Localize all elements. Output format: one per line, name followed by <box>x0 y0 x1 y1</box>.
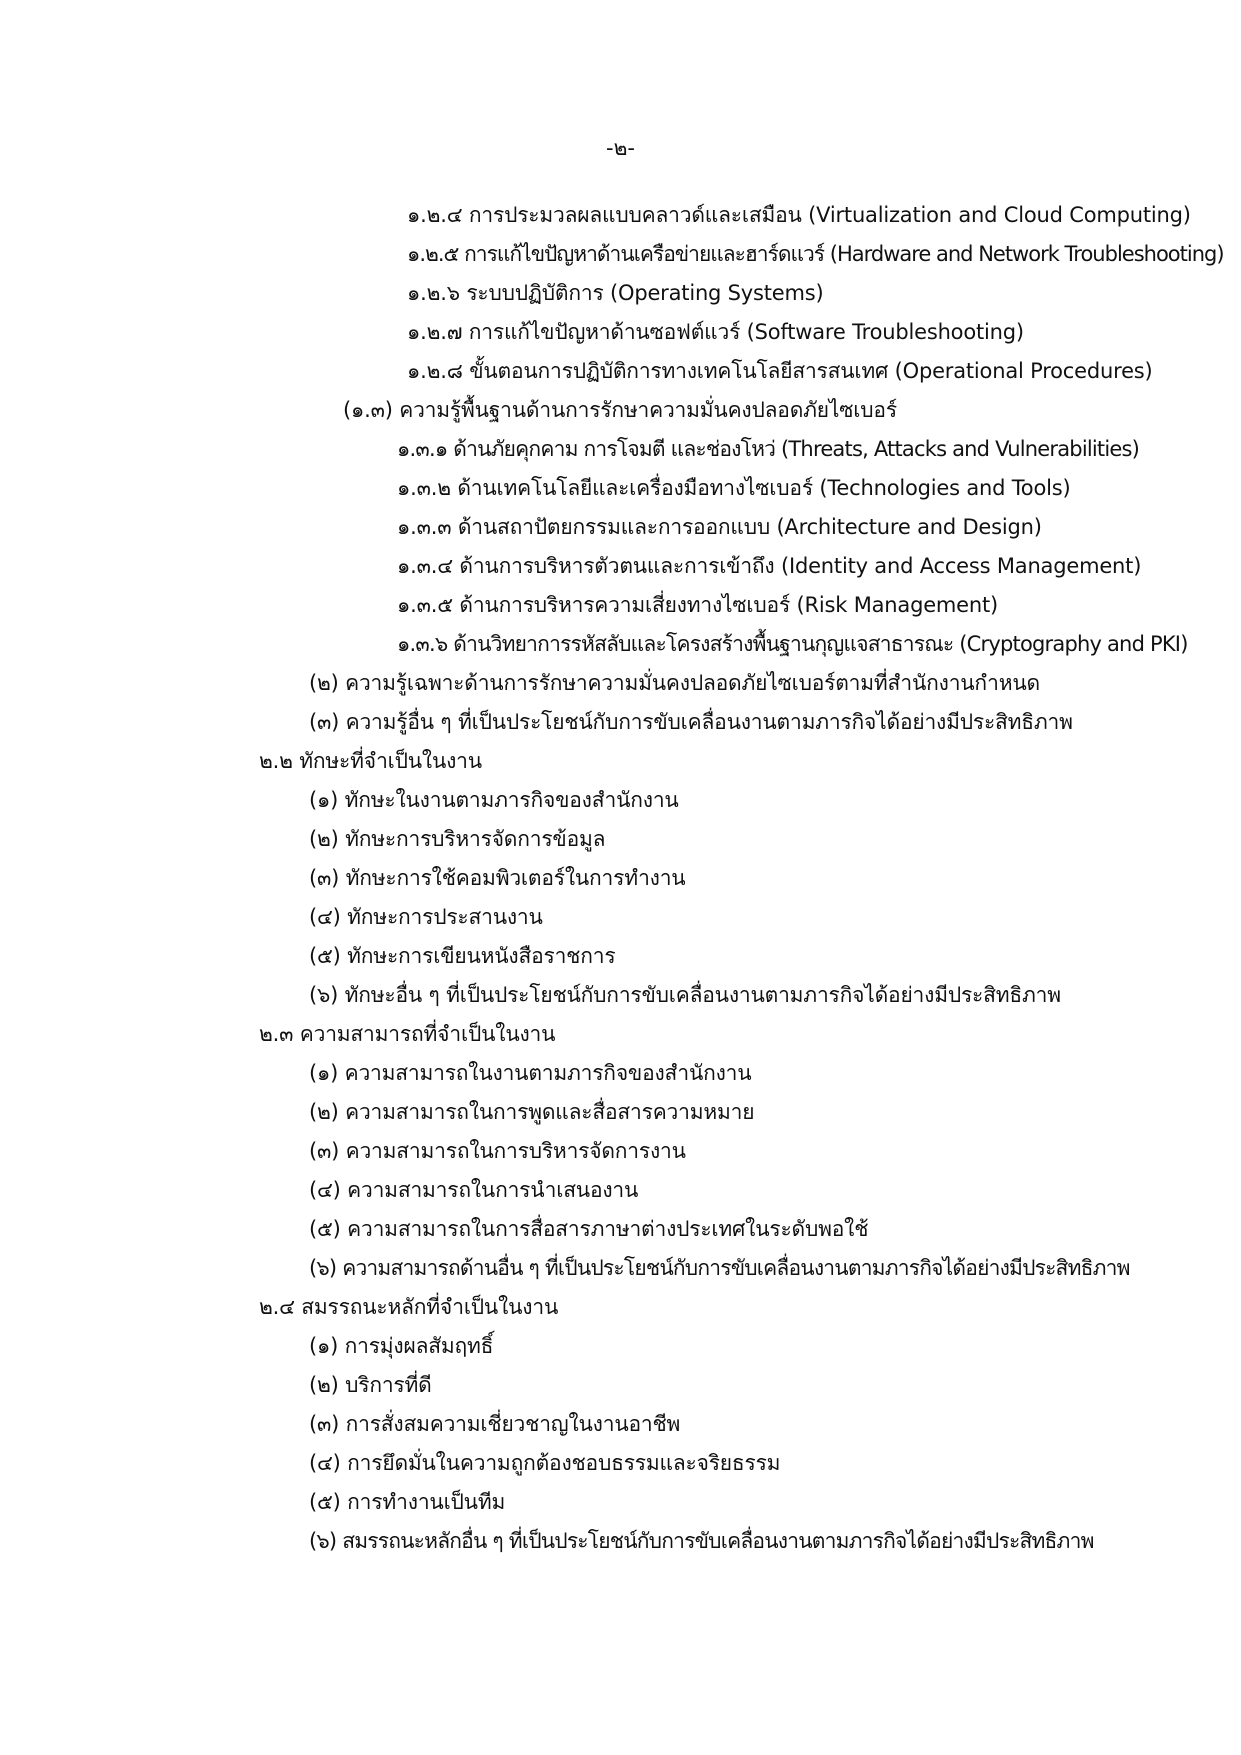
list-item: (๑) ความสามารถในงานตามภารกิจของสำนักงาน <box>309 1061 752 1085</box>
list-item: (๑.๓) ความรู้พื้นฐานด้านการรักษาความมั่นคงปลอดภัยไซเบอร์ <box>343 398 897 422</box>
list-item: (๒) ความรู้เฉพาะด้านการรักษาความมั่นคงปลอดภัยไซเบอร์ตามที่สำนักงานกำหนด <box>309 671 1040 695</box>
list-item: (๖) ทักษะอื่น ๆ ที่เป็นประโยชน์กับการขับเคลื่อนงานตามภารกิจได้อย่างมีประสิทธิภาพ <box>309 983 1061 1007</box>
list-item: (๓) ทักษะการใช้คอมพิวเตอร์ในการทำงาน <box>309 866 686 890</box>
section-heading: ๒.๒ ทักษะที่จำเป็นในงาน <box>259 749 482 773</box>
list-item: (๑) การมุ่งผลสัมฤทธิ์ <box>309 1334 494 1358</box>
list-item: (๒) ทักษะการบริหารจัดการข้อมูล <box>309 827 606 851</box>
list-item: (๒) บริการที่ดี <box>309 1373 432 1397</box>
section-heading: ๒.๓ ความสามารถที่จำเป็นในงาน <box>259 1022 556 1046</box>
list-item: ๑.๒.๔ การประมวลผลแบบคลาวด์และเสมือน (Virtualization and Cloud Computing) <box>407 203 1191 227</box>
list-item: (๒) ความสามารถในการพูดและสื่อสารความหมาย <box>309 1100 755 1124</box>
list-item: (๔) การยึดมั่นในความถูกต้องชอบธรรมและจริยธรรม <box>309 1451 781 1475</box>
list-item: (๕) การทำงานเป็นทีม <box>309 1490 506 1514</box>
list-item: (๓) ความรู้อื่น ๆ ที่เป็นประโยชน์กับการขับเคลื่อนงานตามภารกิจได้อย่างมีประสิทธิภาพ <box>309 710 1073 734</box>
list-item: (๔) ความสามารถในการนำเสนองาน <box>309 1178 639 1202</box>
list-item: ๑.๓.๒ ด้านเทคโนโลยีและเครื่องมือทางไซเบอร์ (Technologies and Tools) <box>397 476 1071 500</box>
list-item: (๕) ความสามารถในการสื่อสารภาษาต่างประเทศในระดับพอใช้ <box>309 1217 869 1241</box>
list-item: ๑.๓.๕ ด้านการบริหารความเสี่ยงทางไซเบอร์ (Risk Management) <box>397 593 999 617</box>
page-number: -๒- <box>606 136 635 160</box>
list-item: (๓) ความสามารถในการบริหารจัดการงาน <box>309 1139 686 1163</box>
list-item: (๖) สมรรถนะหลักอื่น ๆ ที่เป็นประโยชน์กับการขับเคลื่อนงานตามภารกิจได้อย่างมีประสิทธิภาพ <box>309 1529 1094 1553</box>
list-item: ๑.๓.๑ ด้านภัยคุกคาม การโจมตี และช่องโหว่ (Threats, Attacks and Vulnerabilities) <box>397 437 1140 461</box>
document-body <box>0 196 1241 1561</box>
list-item: (๓) การสั่งสมความเชี่ยวชาญในงานอาชีพ <box>309 1412 681 1436</box>
list-item: ๑.๓.๔ ด้านการบริหารตัวตนและการเข้าถึง (Identity and Access Management) <box>397 554 1142 578</box>
list-item: ๑.๓.๖ ด้านวิทยาการรหัสลับและโครงสร้างพื้นฐานกุญแจสาธารณะ (Cryptography and PKI) <box>397 632 1188 656</box>
section-heading: ๒.๔ สมรรถนะหลักที่จำเป็นในงาน <box>259 1295 559 1319</box>
list-item: (๕) ทักษะการเขียนหนังสือราชการ <box>309 944 616 968</box>
list-item: ๑.๓.๓ ด้านสถาปัตยกรรมและการออกแบบ (Architecture and Design) <box>397 515 1042 539</box>
list-item: (๑) ทักษะในงานตามภารกิจของสำนักงาน <box>309 788 679 812</box>
list-item: ๑.๒.๕ การแก้ไขปัญหาด้านเครือข่ายและฮาร์ดแวร์ (Hardware and Network Troubleshooting) <box>407 242 1224 266</box>
list-item: ๑.๒.๖ ระบบปฏิบัติการ (Operating Systems) <box>407 281 824 305</box>
list-item: (๖) ความสามารถด้านอื่น ๆ ที่เป็นประโยชน์กับการขับเคลื่อนงานตามภารกิจได้อย่างมีประสิทธิภาพ <box>309 1256 1130 1280</box>
list-item: ๑.๒.๘ ขั้นตอนการปฏิบัติการทางเทคโนโลยีสารสนเทศ (Operational Procedures) <box>407 359 1153 383</box>
list-item: (๔) ทักษะการประสานงาน <box>309 905 543 929</box>
list-item: ๑.๒.๗ การแก้ไขปัญหาด้านซอฟต์แวร์ (Software Troubleshooting) <box>407 320 1024 344</box>
